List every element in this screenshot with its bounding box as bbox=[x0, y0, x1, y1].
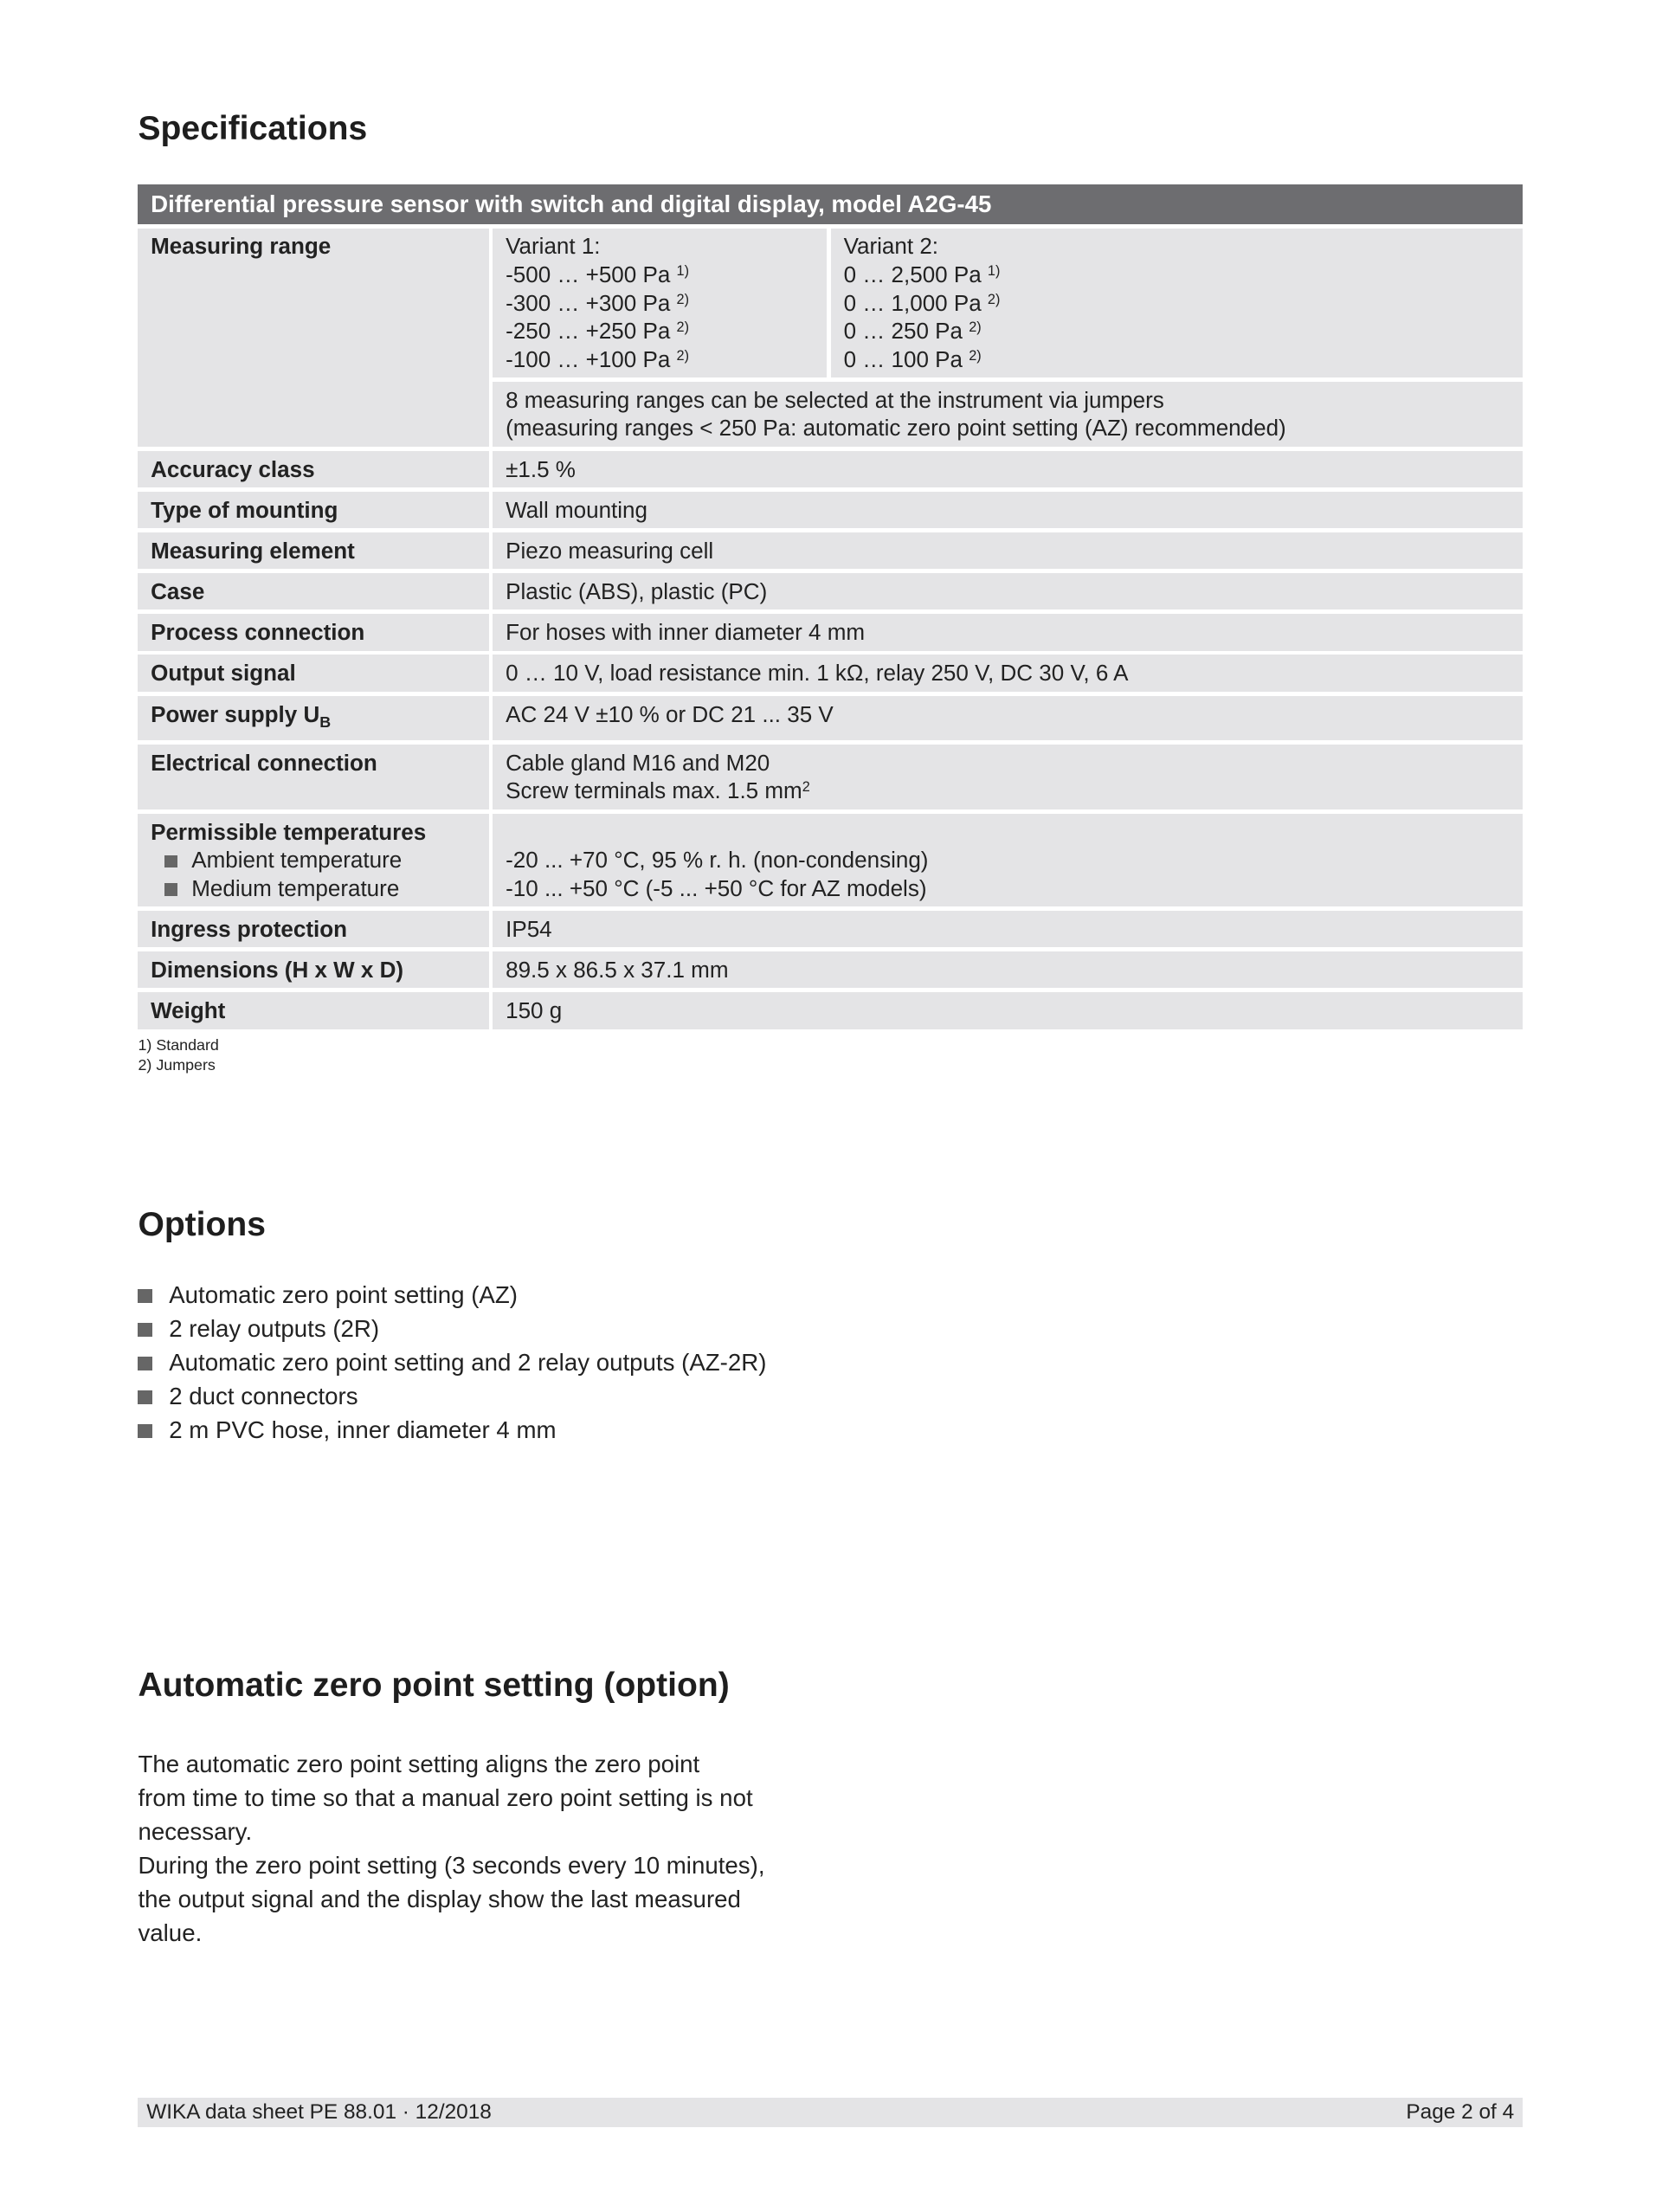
bullet-icon bbox=[138, 1289, 151, 1303]
table-row bbox=[138, 992, 1522, 1029]
row-value: Plastic (ABS), plastic (PC) bbox=[493, 573, 1522, 609]
variant-2 bbox=[831, 229, 1523, 377]
row-label: Accuracy class bbox=[138, 451, 488, 487]
bullet-icon bbox=[164, 855, 177, 868]
row-value: Wall mounting bbox=[493, 492, 1522, 528]
table-row bbox=[138, 573, 1522, 609]
options-heading: Options bbox=[138, 1205, 266, 1243]
bullet-icon bbox=[138, 1424, 151, 1438]
row-label: Ingress protection bbox=[138, 911, 488, 947]
row-value: 89.5 x 86.5 x 37.1 mm bbox=[493, 951, 1522, 988]
row-value: 150 g bbox=[493, 992, 1522, 1029]
az-heading: Automatic zero point setting (option) bbox=[138, 1666, 730, 1704]
variant-1-title: Variant 1: bbox=[506, 233, 601, 260]
table-row-temperatures bbox=[138, 814, 1522, 906]
table-row-measuring-range bbox=[138, 229, 1522, 447]
row-value: Piezo measuring cell bbox=[493, 532, 1522, 569]
bullet-icon bbox=[138, 1390, 151, 1404]
footer-page-number: Page 2 of 4 bbox=[1406, 2099, 1515, 2124]
az-description: The automatic zero point setting aligns the zero point from time to time so that a manual zero point setting is not necessary. During the zero point setting (3 seconds every 10 minutes), the output signal and the display show the last measured value. bbox=[138, 1750, 765, 1946]
bullet-icon bbox=[138, 1357, 151, 1370]
table-row bbox=[138, 696, 1522, 741]
row-value: -20 ... +70 °C, 95 % r. h. (non-condensing) -10 ... +50 °C (-5 ... +50 °C for AZ models) bbox=[493, 814, 1522, 906]
table-row bbox=[138, 951, 1522, 988]
footnote: 2) Jumpers bbox=[138, 1055, 216, 1074]
v2-range: 0 … 1,000 Pa $^{2)}$ bbox=[843, 289, 1001, 316]
v2-range: 0 … 2,500 Pa $^{1)}$ bbox=[843, 261, 1001, 287]
row-label: Electrical connection bbox=[138, 745, 488, 809]
table-row bbox=[138, 614, 1522, 650]
table-row bbox=[138, 451, 1522, 487]
footer-doc-id: WIKA data sheet PE 88.01 · 12/2018 bbox=[146, 2099, 492, 2124]
row-value: IP54 bbox=[493, 911, 1522, 947]
footnotes bbox=[138, 1035, 218, 1075]
row-label: Permissible temperatures Ambient temperature Medium temperature bbox=[138, 814, 488, 906]
bullet-icon bbox=[164, 883, 177, 896]
row-label: Power supply $U_B$ bbox=[138, 696, 488, 741]
specifications-heading: Specifications bbox=[138, 109, 368, 147]
row-label: Process connection bbox=[138, 614, 488, 650]
table-row-electrical bbox=[138, 745, 1522, 809]
row-label: Measuring element bbox=[138, 532, 488, 569]
row-value: For hoses with inner diameter 4 mm bbox=[493, 614, 1522, 650]
list-item: 2 duct connectors bbox=[138, 1379, 766, 1413]
table-row bbox=[138, 655, 1522, 691]
row-label: Measuring range bbox=[138, 229, 488, 447]
row-label: Type of mounting bbox=[138, 492, 488, 528]
variant-2-title: Variant 2: bbox=[843, 233, 939, 260]
row-label: Output signal bbox=[138, 655, 488, 691]
page-footer bbox=[138, 2098, 1522, 2127]
footnote: 1) Standard bbox=[138, 1035, 219, 1054]
variant-1 bbox=[493, 229, 827, 377]
list-item: Automatic zero point setting and 2 relay outputs (AZ-2R) bbox=[138, 1345, 766, 1379]
options-list bbox=[138, 1278, 766, 1447]
table-row bbox=[138, 911, 1522, 947]
row-value: ±1.5 % bbox=[493, 451, 1522, 487]
row-label: Weight bbox=[138, 992, 488, 1029]
table-header: Differential pressure sensor with switch and digital display, model A2G-45 bbox=[138, 184, 1522, 224]
bullet-icon bbox=[138, 1323, 151, 1337]
row-value: 0 … 10 V, load resistance min. 1 kΩ, relay 250 V, DC 30 V, 6 A bbox=[493, 655, 1522, 691]
list-item: 2 m PVC hose, inner diameter 4 mm bbox=[138, 1413, 766, 1447]
v1-range: -100 … +100 Pa $^{2)}$ bbox=[506, 345, 690, 372]
v1-range: -500 … +500 Pa $^{1)}$ bbox=[506, 261, 690, 287]
row-label: Case bbox=[138, 573, 488, 609]
row-value: AC 24 V ±10 % or DC 21 ... 35 V bbox=[493, 696, 1522, 741]
v1-range: -250 … +250 Pa $^{2)}$ bbox=[506, 318, 690, 345]
v1-range: -300 … +300 Pa $^{2)}$ bbox=[506, 289, 690, 316]
v2-range: 0 … 250 Pa $^{2)}$ bbox=[843, 318, 982, 345]
row-label: Dimensions (H x W x D) bbox=[138, 951, 488, 988]
spec-table bbox=[138, 184, 1522, 1029]
table-row bbox=[138, 492, 1522, 528]
range-note: 8 measuring ranges can be selected at the instrument via jumpers (measuring ranges < 250 Pa: automatic zero point setting (AZ) recommended) bbox=[493, 382, 1522, 447]
list-item: 2 relay outputs (2R) bbox=[138, 1312, 766, 1345]
list-item: Automatic zero point setting (AZ) bbox=[138, 1278, 766, 1312]
v2-range: 0 … 100 Pa $^{2)}$ bbox=[843, 345, 982, 372]
table-row bbox=[138, 532, 1522, 569]
row-value: Cable gland M16 and M20 Screw terminals max. 1.5 $mm^2$ bbox=[493, 745, 1522, 809]
